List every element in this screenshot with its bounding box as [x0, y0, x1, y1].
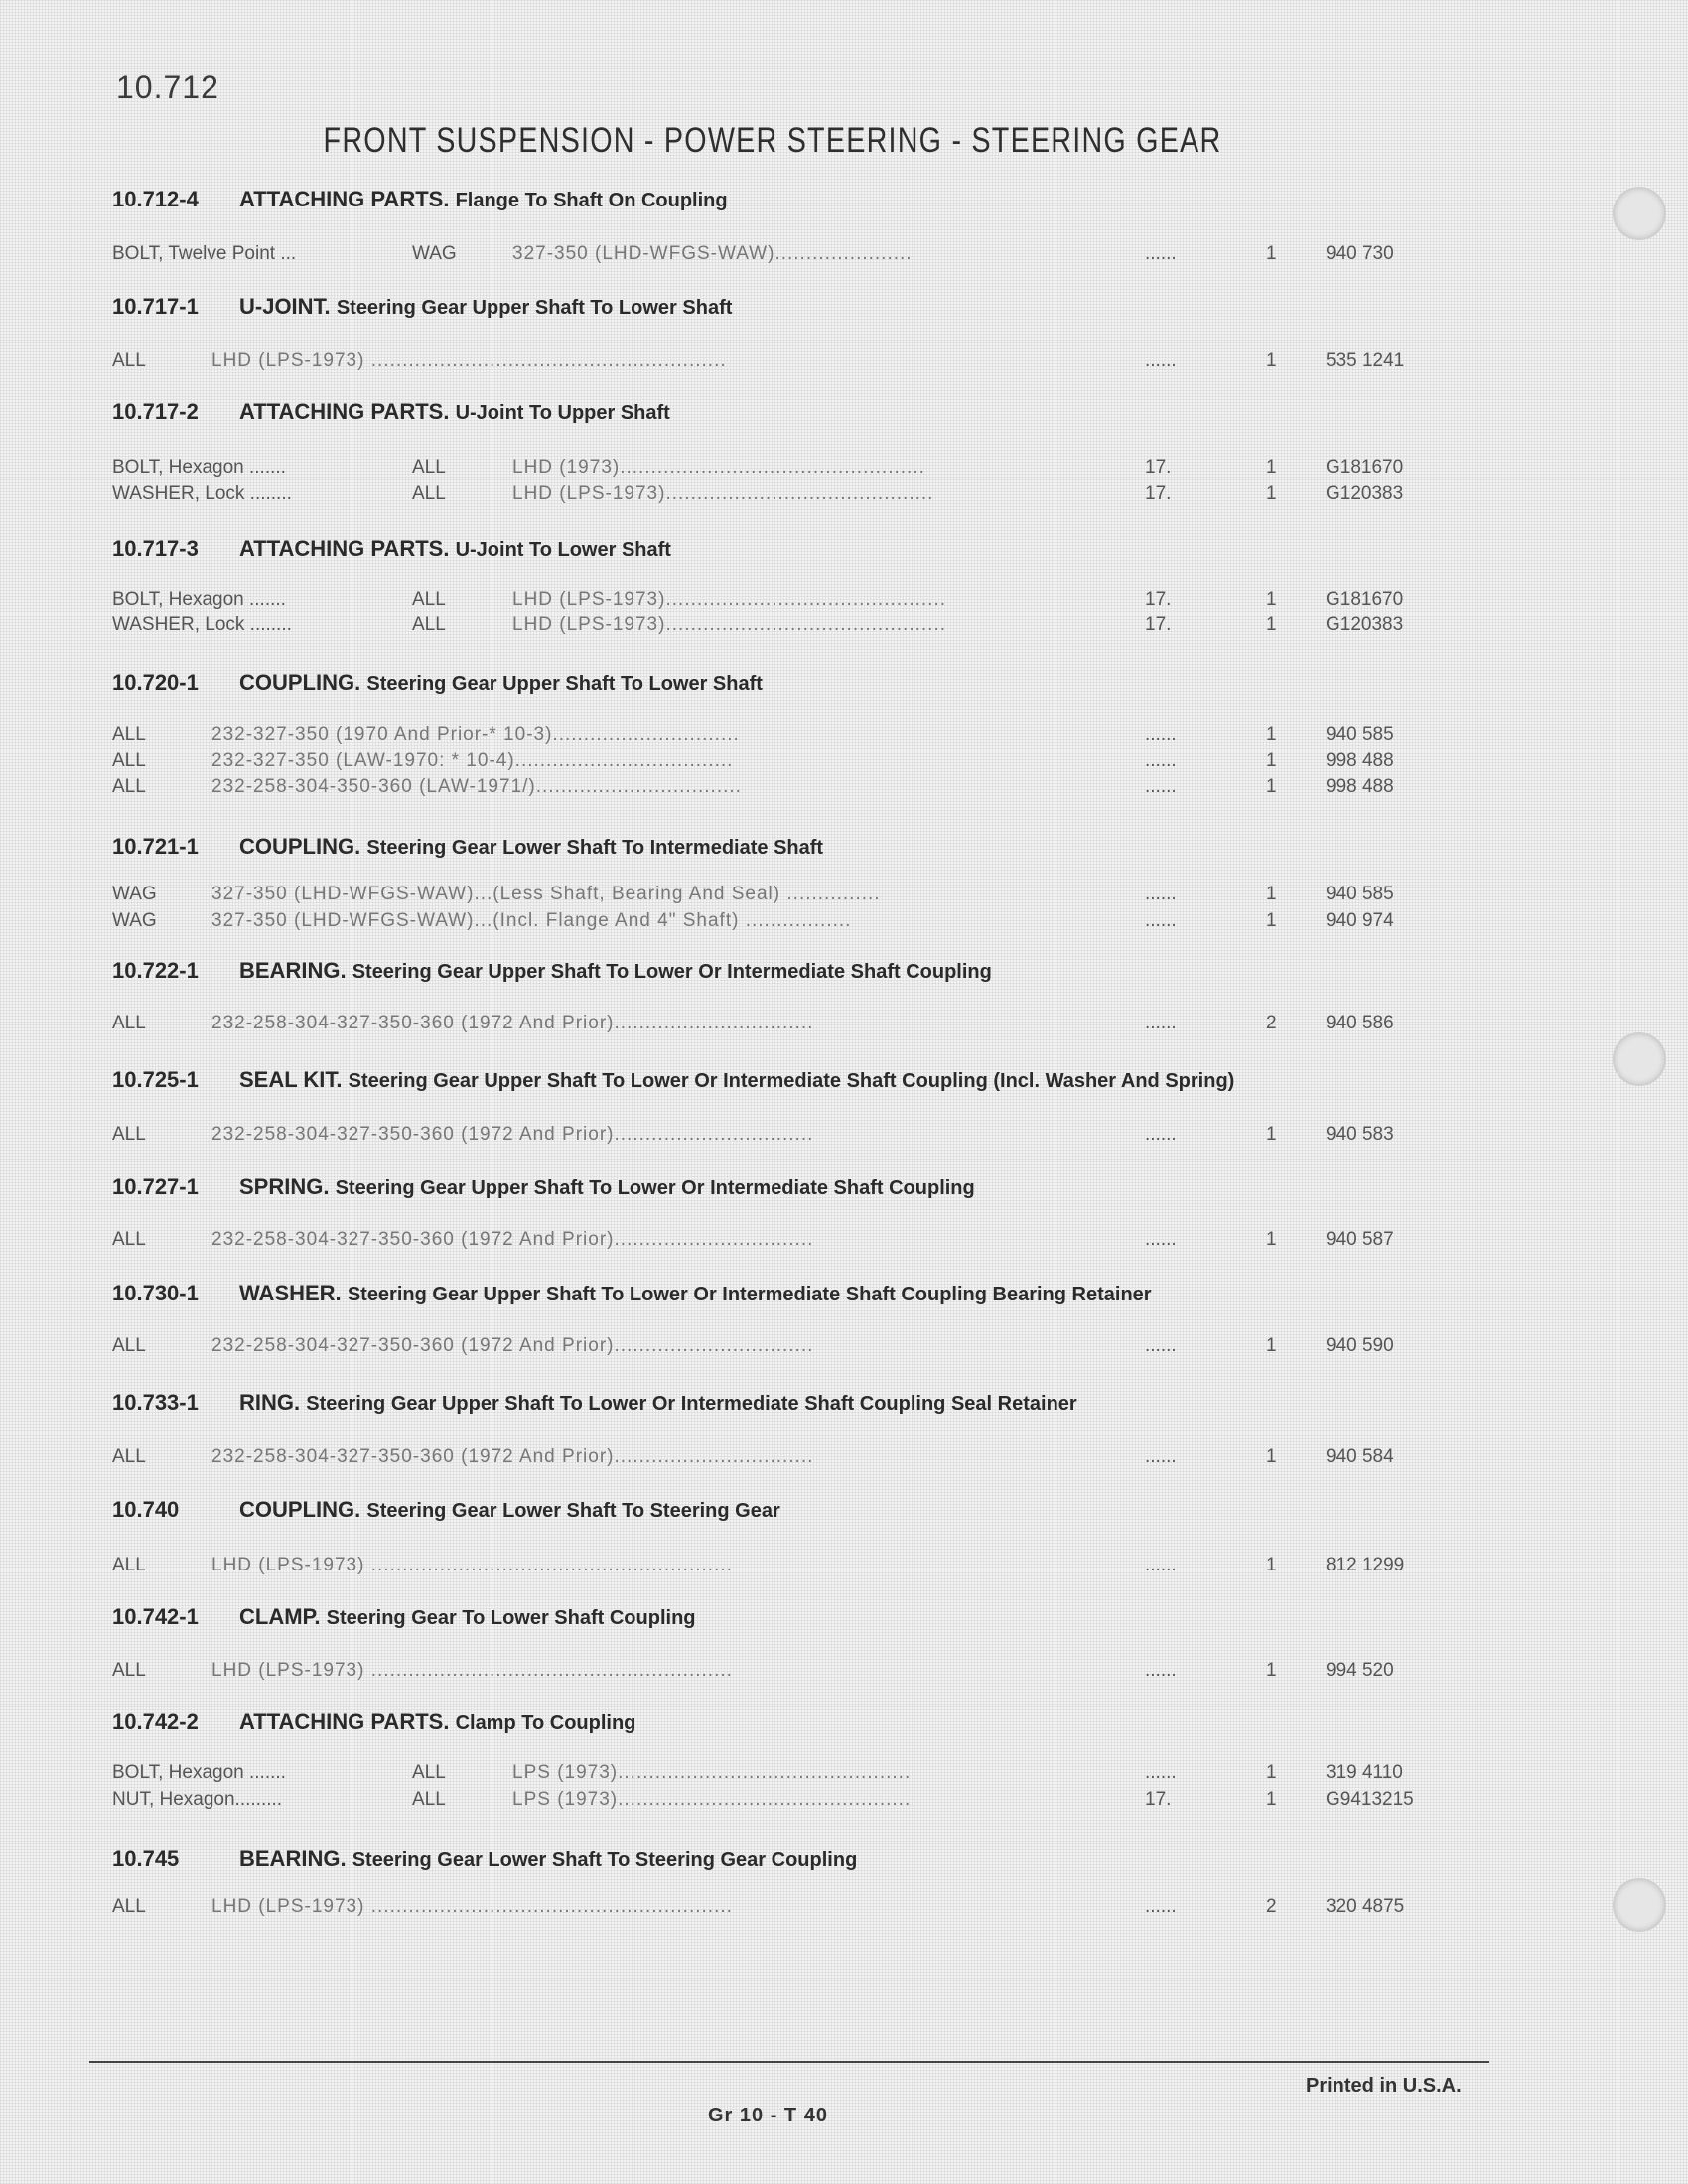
- section-description: Steering Gear Lower Shaft To Steering Gear: [366, 1500, 780, 1522]
- section-description: Steering Gear Upper Shaft To Lower Or Intermediate Shaft Coupling: [335, 1177, 975, 1199]
- part-model: WAG: [412, 243, 457, 264]
- section-description: Steering Gear Lower Shaft To Intermediate Shaft: [366, 837, 824, 859]
- section-description: Clamp To Coupling: [455, 1712, 636, 1734]
- part-application: LHD (LPS-1973).............................................: [512, 589, 946, 610]
- part-model: ALL: [412, 614, 446, 635]
- section-number: 10.742-2: [112, 1709, 199, 1734]
- part-quantity: 1: [1266, 243, 1277, 264]
- part-quantity: 1: [1266, 884, 1277, 904]
- part-application: LPS (1973)...............................................: [512, 1789, 912, 1810]
- section-description: Steering Gear Upper Shaft To Lower Shaft: [366, 673, 763, 695]
- binder-hole-bottom: [1613, 1878, 1666, 1932]
- part-name: ALL: [112, 1124, 146, 1145]
- section-heading: [112, 834, 823, 860]
- part-application: 232-258-304-350-360 (LAW-1971/).................................: [211, 776, 742, 797]
- section-heading: [112, 1390, 1077, 1416]
- part-application: 232-327-350 (1970 And Prior-* 10-3)..............................: [211, 724, 740, 745]
- part-ref: ......: [1145, 884, 1177, 904]
- part-quantity: 1: [1266, 350, 1277, 371]
- section-title: COUPLING.: [239, 1497, 361, 1522]
- part-name: ALL: [112, 1446, 146, 1467]
- part-name: ALL: [112, 1013, 146, 1033]
- part-number: 320 4875: [1326, 1896, 1405, 1917]
- part-ref: ......: [1145, 724, 1177, 745]
- part-number: 940 590: [1326, 1335, 1394, 1356]
- part-quantity: 1: [1266, 457, 1277, 478]
- section-number: 10.745: [112, 1846, 180, 1871]
- part-quantity: 1: [1266, 1335, 1277, 1356]
- section-heading: [112, 1604, 696, 1630]
- part-name: ALL: [112, 1660, 146, 1681]
- section-heading: [112, 1281, 1152, 1306]
- part-name: NUT, Hexagon.........: [112, 1789, 283, 1810]
- section-description: U-Joint To Upper Shaft: [455, 402, 670, 424]
- part-number: 940 584: [1326, 1446, 1394, 1467]
- part-name: ALL: [112, 1896, 146, 1917]
- part-application: 327-350 (LHD-WFGS-WAW)...(Incl. Flange And 4" Shaft) .................: [211, 910, 852, 931]
- part-application: LPS (1973)...............................................: [512, 1762, 912, 1783]
- part-number: G120383: [1326, 483, 1404, 504]
- part-name: WAG: [112, 910, 157, 931]
- part-application: LHD (LPS-1973) .........................................................: [211, 350, 727, 371]
- part-ref: ......: [1145, 1446, 1177, 1467]
- part-name: ALL: [112, 350, 146, 371]
- part-ref: ......: [1145, 751, 1177, 771]
- part-ref: 17.: [1145, 457, 1172, 478]
- section-title: COUPLING.: [239, 670, 361, 695]
- part-ref: ......: [1145, 1335, 1177, 1356]
- part-number: G181670: [1326, 589, 1404, 610]
- part-model: ALL: [412, 1762, 446, 1783]
- part-ref: ......: [1145, 1762, 1177, 1783]
- part-ref: ......: [1145, 1555, 1177, 1575]
- footer-rule: [89, 2061, 1489, 2063]
- section-description: Steering Gear Upper Shaft To Lower Or Intermediate Shaft Coupling (Incl. Washer And Spring): [348, 1070, 1235, 1092]
- section-number: 10.717-2: [112, 399, 199, 424]
- part-name: BOLT, Twelve Point ...: [112, 243, 297, 264]
- part-name: WASHER, Lock ........: [112, 614, 292, 635]
- section-number: 10.730-1: [112, 1281, 199, 1305]
- part-ref: ......: [1145, 776, 1177, 797]
- part-application: 232-258-304-327-350-360 (1972 And Prior)................................: [211, 1013, 814, 1033]
- page-title: FRONT SUSPENSION - POWER STEERING - STEERING GEAR: [323, 121, 1222, 160]
- section-number: 10.717-3: [112, 536, 199, 561]
- part-quantity: 2: [1266, 1013, 1277, 1033]
- part-quantity: 1: [1266, 776, 1277, 797]
- part-application: LHD (LPS-1973).............................................: [512, 614, 946, 635]
- part-name: WAG: [112, 884, 157, 904]
- part-model: ALL: [412, 589, 446, 610]
- binder-hole-middle: [1613, 1032, 1666, 1086]
- section-number: 10.725-1: [112, 1067, 199, 1092]
- part-name: BOLT, Hexagon .......: [112, 589, 286, 610]
- part-application: LHD (LPS-1973)...........................................: [512, 483, 934, 504]
- part-name: BOLT, Hexagon .......: [112, 457, 286, 478]
- section-number: 10.722-1: [112, 958, 199, 983]
- section-number: 10.733-1: [112, 1390, 199, 1415]
- part-name: ALL: [112, 751, 146, 771]
- part-ref: 17.: [1145, 483, 1172, 504]
- part-name: BOLT, Hexagon .......: [112, 1762, 286, 1783]
- section-description: Steering Gear Upper Shaft To Lower Or Intermediate Shaft Coupling Seal Retainer: [306, 1393, 1077, 1415]
- part-ref: ......: [1145, 1013, 1177, 1033]
- section-heading: [112, 1709, 635, 1735]
- part-number: 940 585: [1326, 884, 1394, 904]
- section-number: 10.727-1: [112, 1174, 199, 1199]
- part-name: ALL: [112, 776, 146, 797]
- section-title: SEAL KIT.: [239, 1067, 343, 1092]
- part-number: 940 586: [1326, 1013, 1394, 1033]
- part-number: 940 974: [1326, 910, 1394, 931]
- section-number: 10.720-1: [112, 670, 199, 695]
- part-quantity: 1: [1266, 589, 1277, 610]
- part-ref: 17.: [1145, 589, 1172, 610]
- section-number: 10.742-1: [112, 1604, 199, 1629]
- section-heading: [112, 1497, 780, 1523]
- part-application: 327-350 (LHD-WFGS-WAW)...(Less Shaft, Bearing And Seal) ...............: [211, 884, 881, 904]
- part-quantity: 1: [1266, 1762, 1277, 1783]
- part-application: LHD (1973).................................................: [512, 457, 925, 478]
- part-number: 994 520: [1326, 1660, 1394, 1681]
- section-title: U-JOINT.: [239, 294, 331, 319]
- part-number: 998 488: [1326, 776, 1394, 797]
- section-number: 10.712-4: [112, 187, 199, 211]
- section-description: U-Joint To Lower Shaft: [455, 539, 671, 561]
- section-heading: [112, 399, 670, 425]
- part-quantity: 1: [1266, 751, 1277, 771]
- part-application: 232-258-304-327-350-360 (1972 And Prior)................................: [211, 1446, 814, 1467]
- part-quantity: 1: [1266, 1124, 1277, 1145]
- section-title: BEARING.: [239, 1846, 347, 1871]
- section-heading: [112, 1174, 975, 1200]
- printed-note: Printed in U.S.A.: [1306, 2075, 1462, 2097]
- section-title: WASHER.: [239, 1281, 342, 1305]
- part-ref: 17.: [1145, 1789, 1172, 1810]
- section-description: Steering Gear Upper Shaft To Lower Or Intermediate Shaft Coupling: [352, 961, 992, 983]
- part-number: G9413215: [1326, 1789, 1414, 1810]
- section-description: Steering Gear To Lower Shaft Coupling: [326, 1607, 696, 1629]
- section-heading: [112, 1067, 1234, 1093]
- section-title: SPRING.: [239, 1174, 330, 1199]
- part-model: ALL: [412, 457, 446, 478]
- part-name: ALL: [112, 1335, 146, 1356]
- part-application: 232-327-350 (LAW-1970: * 10-4)...................................: [211, 751, 734, 771]
- part-quantity: 1: [1266, 1789, 1277, 1810]
- part-number: 998 488: [1326, 751, 1394, 771]
- section-heading: [112, 294, 732, 320]
- part-application: LHD (LPS-1973) ..........................................................: [211, 1896, 733, 1917]
- part-application: LHD (LPS-1973) ..........................................................: [211, 1555, 733, 1575]
- section-description: Flange To Shaft On Coupling: [455, 190, 728, 211]
- part-ref: ......: [1145, 910, 1177, 931]
- part-quantity: 2: [1266, 1896, 1277, 1917]
- section-title: CLAMP.: [239, 1604, 321, 1629]
- section-title: ATTACHING PARTS.: [239, 1709, 450, 1734]
- part-application: 232-258-304-327-350-360 (1972 And Prior)................................: [211, 1124, 814, 1145]
- part-model: ALL: [412, 483, 446, 504]
- part-number: G181670: [1326, 457, 1404, 478]
- section-heading: [112, 958, 992, 984]
- section-title: BEARING.: [239, 958, 347, 983]
- part-application: 327-350 (LHD-WFGS-WAW)......................: [512, 243, 913, 264]
- part-number: 940 583: [1326, 1124, 1394, 1145]
- part-number: 940 730: [1326, 243, 1394, 264]
- part-name: WASHER, Lock ........: [112, 483, 292, 504]
- part-ref: ......: [1145, 1896, 1177, 1917]
- part-quantity: 1: [1266, 910, 1277, 931]
- part-name: ALL: [112, 1229, 146, 1250]
- section-number: 10.717-1: [112, 294, 199, 319]
- part-ref: ......: [1145, 243, 1177, 264]
- section-title: RING.: [239, 1390, 301, 1415]
- section-heading: [112, 670, 763, 696]
- section-number: 10.721-1: [112, 834, 199, 859]
- part-ref: ......: [1145, 1660, 1177, 1681]
- part-name: ALL: [112, 724, 146, 745]
- section-title: ATTACHING PARTS.: [239, 536, 450, 561]
- part-ref: ......: [1145, 1229, 1177, 1250]
- section-heading: [112, 536, 671, 562]
- part-quantity: 1: [1266, 724, 1277, 745]
- section-description: Steering Gear Upper Shaft To Lower Shaft: [336, 297, 733, 319]
- section-heading: [112, 187, 728, 212]
- part-application: LHD (LPS-1973) ..........................................................: [211, 1660, 733, 1681]
- part-number: 535 1241: [1326, 350, 1405, 371]
- part-number: 940 587: [1326, 1229, 1394, 1250]
- part-number: G120383: [1326, 614, 1404, 635]
- page-code: 10.712: [116, 69, 219, 105]
- part-application: 232-258-304-327-350-360 (1972 And Prior)................................: [211, 1229, 814, 1250]
- part-name: ALL: [112, 1555, 146, 1575]
- section-number: 10.740: [112, 1497, 180, 1522]
- section-description: Steering Gear Upper Shaft To Lower Or Intermediate Shaft Coupling Bearing Retainer: [347, 1284, 1152, 1305]
- binder-hole-top: [1613, 187, 1666, 240]
- section-title: COUPLING.: [239, 834, 361, 859]
- part-quantity: 1: [1266, 483, 1277, 504]
- part-model: ALL: [412, 1789, 446, 1810]
- section-heading: [112, 1846, 857, 1872]
- section-description: Steering Gear Lower Shaft To Steering Gear Coupling: [352, 1849, 858, 1871]
- part-quantity: 1: [1266, 1555, 1277, 1575]
- part-number: 940 585: [1326, 724, 1394, 745]
- part-ref: ......: [1145, 1124, 1177, 1145]
- part-application: 232-258-304-327-350-360 (1972 And Prior)................................: [211, 1335, 814, 1356]
- part-ref: ......: [1145, 350, 1177, 371]
- section-title: ATTACHING PARTS.: [239, 187, 450, 211]
- part-quantity: 1: [1266, 1229, 1277, 1250]
- section-title: ATTACHING PARTS.: [239, 399, 450, 424]
- part-quantity: 1: [1266, 614, 1277, 635]
- part-number: 812 1299: [1326, 1555, 1405, 1575]
- part-number: 319 4110: [1326, 1762, 1403, 1783]
- page-number: Gr 10 - T 40: [708, 2105, 828, 2126]
- part-quantity: 1: [1266, 1660, 1277, 1681]
- part-ref: 17.: [1145, 614, 1172, 635]
- part-quantity: 1: [1266, 1446, 1277, 1467]
